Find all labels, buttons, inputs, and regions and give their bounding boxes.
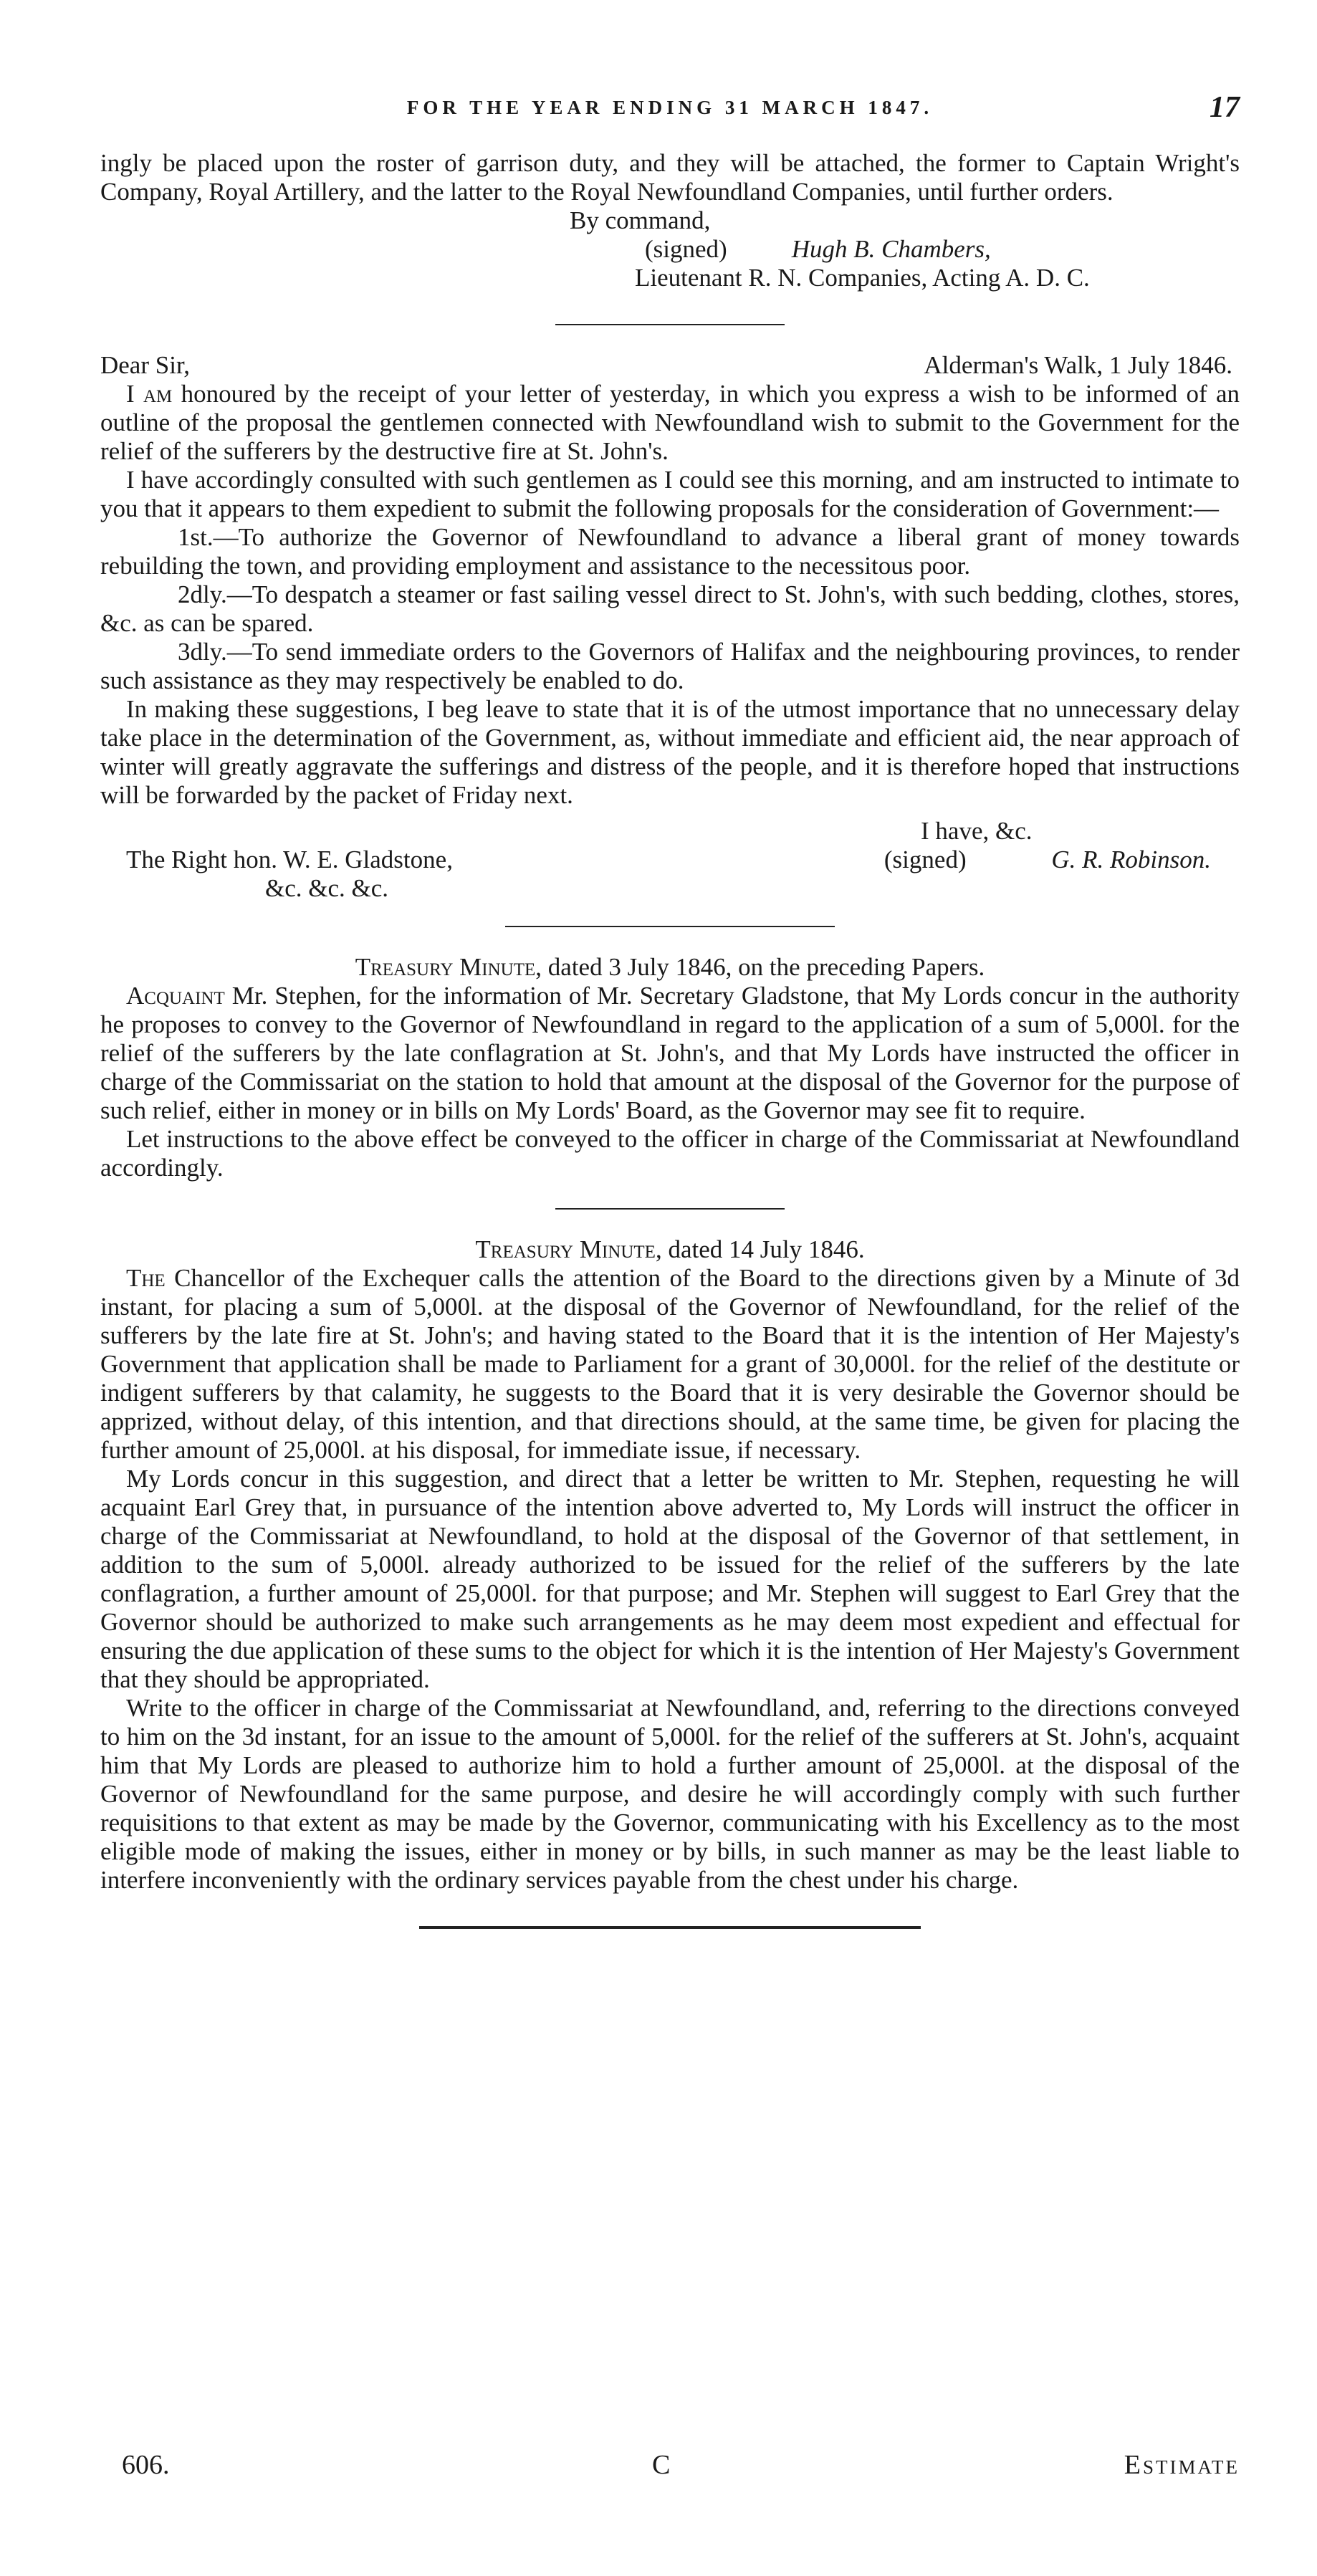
minute1-heading: Treasury Minute, dated 3 July 1846, on the preceding Papers. (355, 953, 985, 981)
section-rule (505, 926, 835, 927)
page-number: 17 (1210, 91, 1240, 124)
body-text (100, 149, 1240, 1929)
letter2-para2: I have accordingly consulted with such gentlemen as I could see this morning, and am instructed to intimate to you that it appears to them expedient to submit the following proposals for the consideration of Government:— (100, 466, 1240, 522)
page-footer (100, 2449, 1240, 2481)
letter2-para3: In making these suggestions, I beg leave to state that it is of the utmost importance that no unnecessary delay take place in the determination of the Government, as, without immediate and efficient aid, the near approach of winter will greatly aggravate the sufferings and distress of the people, and it is therefore hoped that instructions will be forwarded by the packet of Friday next. (100, 695, 1240, 809)
running-title: FOR THE YEAR ENDING 31 MARCH 1847. (406, 97, 934, 118)
addressee: The Right hon. W. E. Gladstone, (126, 846, 453, 873)
signer-name: Hugh B. Chambers, (791, 235, 991, 263)
section-rule (555, 1208, 785, 1210)
running-head (100, 86, 1240, 129)
addressee-etc: &c. &c. &c. (265, 874, 389, 902)
signer-title: Lieutenant R. N. Companies, Acting A. D. C. (635, 264, 1090, 292)
by-command: By command, (570, 206, 711, 234)
letter2-para1: I am honoured by the receipt of your letter of yesterday, in which you express a wish to be informed of an outline of the proposal the gentlemen connected with Newfoundland wish to submit to the Government for the relief of the sufferers by the destructive fire at St. John's. (100, 380, 1240, 465)
proposal-1: 1st.—To authorize the Governor of Newfoundland to advance a liberal grant of money towards rebuilding the town, and providing employment and assistance to the necessitous poor. (100, 523, 1240, 580)
place-date: Alderman's Walk, 1 July 1846. (924, 351, 1232, 379)
sheet-number: 606. (122, 2450, 170, 2480)
letter2-signature (100, 846, 1240, 874)
minute2-para1: The Chancellor of the Exchequer calls the attention of the Board to the directions given by a Minute of 3d instant, for placing a sum of 5,000l. at the disposal of the Governor of Newfoundland, for the relief of the sufferers by the late fire at St. John's; and having stated to the Board that it is the intention of Her Majesty's Government that application shall be made to Parliament for a grant of 30,000l. for the relief of the destitute or indigent sufferers by that calamity, he suggests to the Board that it is very desirable the Governor should be apprized, without delay, of this intention, and that directions should, at the same time, be given for placing the further amount of 25,000l. at his disposal, for immediate issue, if necessary. (100, 1264, 1240, 1464)
catchword: Estimate (1124, 2450, 1240, 2480)
letter1-signature (645, 235, 1240, 264)
minute2-heading: Treasury Minute, dated 14 July 1846. (475, 1235, 865, 1263)
opening-word: I am (126, 380, 173, 408)
letter1-body: ingly be placed upon the roster of garrison duty, and they will be attached, the former to Captain Wright's Company, Royal Artillery, and the latter to the Royal Newfoundland Companies, until further orders. (100, 149, 1240, 206)
closing-rule (419, 1926, 921, 1929)
section-rule (555, 324, 785, 325)
signed-prefix: (signed) (645, 235, 727, 263)
opening-word: The (126, 1264, 166, 1292)
signature-mark: C (651, 2450, 671, 2480)
minute1-para2: Let instructions to the above effect be conveyed to the officer in charge of the Commissariat at Newfoundland accordingly. (100, 1125, 1240, 1182)
proposal-2: 2dly.—To despatch a steamer or fast sailing vessel direct to St. John's, with such bedding, clothes, stores, &c. as can be spared. (100, 580, 1240, 637)
minute2-para3: Write to the officer in charge of the Commissariat at Newfoundland, and, referring to the directions conveyed to him on the 3d instant, for an issue to the amount of 5,000l. for the relief of the sufferers at St. John's, acquaint him that My Lords are pleased to authorize him to hold a further amount of 25,000l. at the disposal of the Governor of Newfoundland for the same purpose, and desire he will accordingly comply with such further requisitions to that extent as may be made by the Governor, communicating with his Excellency as to the most eligible mode of making the issues, either in money or by bills, in such manner as may be the least liable to interfere inconveniently with the ordinary services payable from the chest under his charge. (100, 1694, 1240, 1894)
signed-prefix: (signed) (883, 846, 967, 873)
minute2-para2: My Lords concur in this suggestion, and direct that a letter be written to Mr. Stephen, requesting he will acquaint Earl Grey that, in pursuance of the intention above adverted to, My Lords will instruct the officer in charge of the Commissariat at Newfoundland, to hold at the disposal of the Governor of that settlement, in addition to the sum of 5,000l. already authorized to be issued for the relief of the sufferers by the late conflagration, a further amount of 25,000l. for that purpose; and Mr. Stephen will suggest to Earl Grey that the Governor should be authorized to make such arrangements as he may deem most expedient and effectual for ensuring the due application of these sums to the object for which it is the intention of Her Majesty's Government that they should be appropriated. (100, 1465, 1240, 1693)
letter2-header (100, 351, 1240, 380)
signer-name: G. R. Robinson. (1051, 846, 1211, 873)
closing: I have, &c. (921, 817, 1033, 845)
minute1-para1: Acquaint Mr. Stephen, for the information of Mr. Secretary Gladstone, that My Lords concur in the authority he proposes to convey to the Governor of Newfoundland in regard to the application of a sum of 5,000l. for the relief of the sufferers by the late conflagration at St. John's, and that My Lords have instructed the officer in charge of the Commissariat on the station to hold that amount at the disposal of the Governor for the purpose of such relief, either in money or in bills on My Lords' Board, as the Governor may see fit to require. (100, 982, 1240, 1124)
document-page (100, 86, 1240, 1929)
opening-word: Acquaint (126, 982, 225, 1010)
proposal-3: 3dly.—To send immediate orders to the Governors of Halifax and the neighbouring provinces, to render such assistance as they may respectively be enabled to do. (100, 638, 1240, 694)
salutation: Dear Sir, (100, 351, 190, 379)
